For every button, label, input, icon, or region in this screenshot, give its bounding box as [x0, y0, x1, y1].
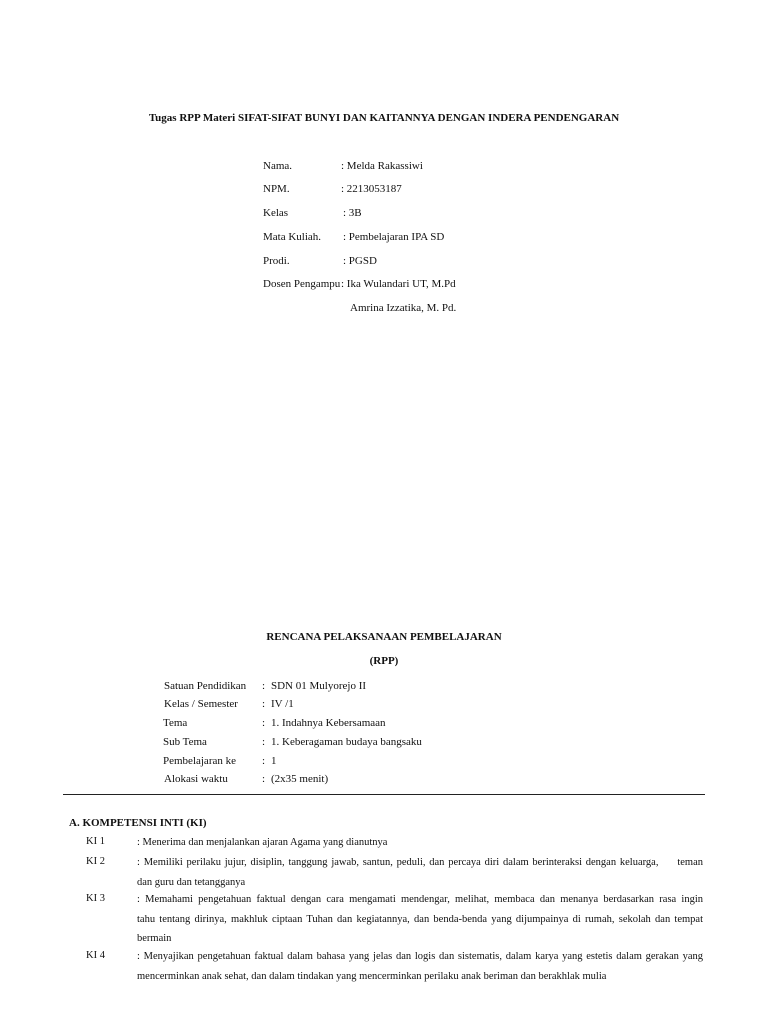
info-label-school: Satuan Pendidikan	[164, 680, 247, 692]
rpp-title: RENCANA PELAKSANAAN PEMBELAJARAN	[266, 631, 502, 643]
ki-4-label: KI 4	[86, 950, 105, 961]
identity-label-class: Kelas	[263, 207, 289, 219]
identity-label-lecturer: Dosen Pengampu	[263, 278, 341, 290]
section-divider	[63, 794, 705, 795]
info-value-theme: 1. Indahnya Kebersamaan	[271, 717, 386, 729]
identity-value-npm: : 2213053187	[341, 183, 402, 195]
ki-1-text	[137, 833, 703, 853]
info-label-lesson: Pembelajaran ke	[163, 755, 236, 767]
ki-2-line-2: dan guru dan tetangganya	[137, 876, 246, 888]
identity-value-prodi: : PGSD	[343, 255, 377, 267]
info-value-subtheme: 1. Keberagaman budaya bangsaku	[271, 736, 422, 748]
ki-2-text	[137, 853, 703, 892]
ki-3-line-1: : Memahami pengetahuan faktual dengan cara mengamati mendengar, melihat, membaca dan menanya berdasarkan rasa ingin	[137, 894, 703, 905]
identity-label-npm: NPM.	[263, 183, 290, 195]
identity-value-lecturer: : Ika Wulandari UT, M.Pd	[341, 278, 456, 290]
ki-3-label: KI 3	[86, 893, 105, 904]
info-colon: :	[262, 736, 266, 748]
info-value-time: (2x35 menit)	[271, 773, 329, 785]
info-value-school: SDN 01 Mulyorejo II	[271, 680, 367, 692]
info-colon: :	[262, 717, 266, 729]
document-title: Tugas RPP Materi SIFAT-SIFAT BUNYI DAN KAITANNYA DENGAN INDERA PENDENGARAN	[148, 112, 620, 124]
info-label-theme: Tema	[163, 717, 188, 729]
info-value-lesson: 1	[271, 755, 277, 767]
section-a-heading: A. KOMPETENSI INTI (KI)	[69, 817, 207, 829]
info-label-time: Alokasi waktu	[164, 773, 228, 785]
info-colon: :	[262, 680, 266, 692]
info-colon: :	[262, 773, 266, 785]
identity-value-course: : Pembelajaran IPA SD	[343, 231, 445, 243]
info-label-subtheme: Sub Tema	[163, 736, 207, 748]
ki-3-line-3: bermain	[137, 933, 172, 944]
info-colon: :	[262, 755, 266, 767]
ki-4-line-2: mencerminkan anak sehat, dan dalam tindakan yang mencerminkan perilaku anak beriman dan berakhlak mulia	[137, 970, 607, 982]
ki-1-label: KI 1	[86, 836, 105, 847]
ki-2-label: KI 2	[86, 856, 105, 867]
rpp-subtitle: (RPP)	[369, 655, 399, 667]
ki-4-text	[137, 947, 703, 986]
ki-4-line-1: : Menyajikan pengetahuan faktual dalam bahasa yang jelas dan logis dan sistematis, dalam karya yang estetis dalam gerakan yang	[137, 951, 703, 962]
ki-3-line-2: tahu tentang dirinya, makhluk ciptaan Tuhan dan kegiatannya, dan benda-benda yang dijumpainya di rumah, sekolah dan tempat	[137, 913, 703, 925]
identity-label-course: Mata Kuliah.	[263, 231, 322, 243]
ki-3-text	[137, 890, 703, 949]
identity-label-prodi: Prodi.	[263, 255, 290, 267]
info-value-class-semester: IV /1	[271, 698, 294, 710]
identity-value-lecturer-2: Amrina Izzatika, M. Pd.	[350, 302, 457, 314]
info-colon: :	[262, 698, 266, 710]
ki-2-line-1: : Memiliki perilaku jujur, disiplin, tanggung jawab, santun, peduli, dan percaya diri dalam berinteraksi dengan keluarga, teman	[137, 857, 703, 868]
info-label-class-semester: Kelas / Semester	[164, 698, 238, 710]
identity-value-name: : Melda Rakassiwi	[341, 160, 423, 172]
identity-label-name: Nama.	[263, 160, 293, 172]
identity-value-class: : 3B	[343, 207, 362, 219]
ki-1-line-1: : Menerima dan menjalankan ajaran Agama yang dianutnya	[137, 837, 388, 848]
